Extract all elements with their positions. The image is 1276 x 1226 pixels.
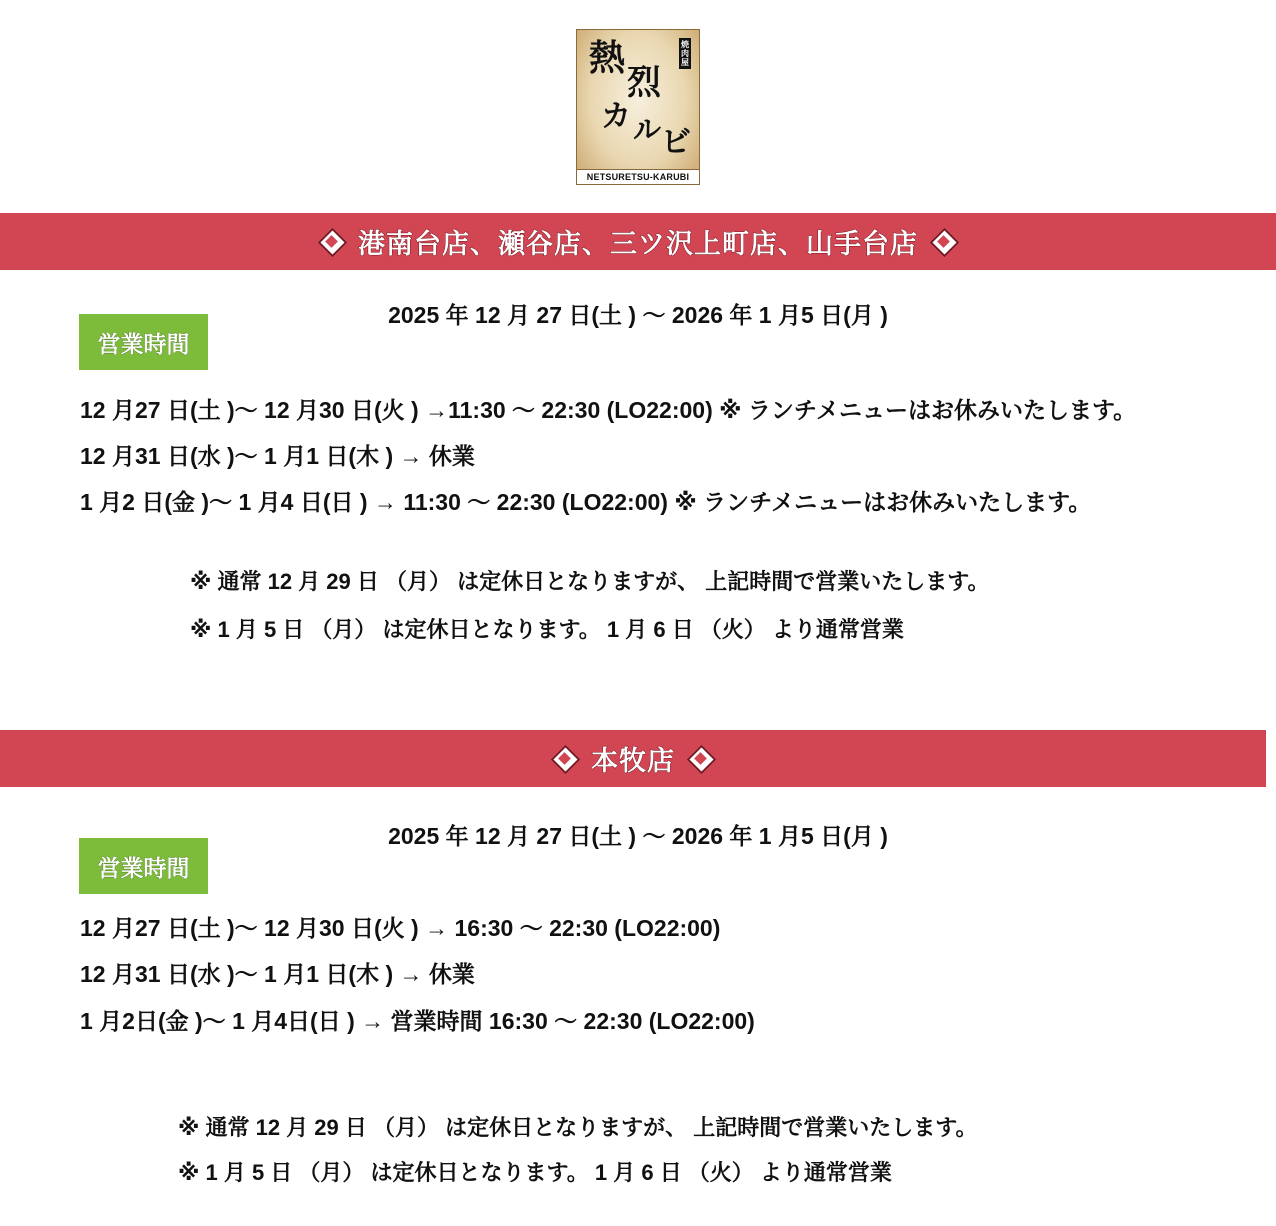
- schedule-line-1-1: 12 月27 日(土 )～ 12 月30 日(火 ) →11:30 ～ 22:30 (LO22:00) ※ ランチメニューはお休みいたします。: [80, 397, 1137, 423]
- diamond-left-icon: [320, 230, 344, 254]
- schedule-line-2-3: 1 月2日(金 )～ 1 月4日(日 ) → 営業時間 16:30 ～ 22:30 (LO22:00): [80, 1008, 755, 1034]
- schedule-line-2-1: 12 月27 日(土 )～ 12 月30 日(火 ) → 16:30 ～ 22:30 (LO22:00): [80, 915, 721, 941]
- section-banner-1: [0, 213, 1276, 270]
- diamond-right-icon: [689, 747, 713, 771]
- logo-char-5: ビ: [661, 125, 691, 160]
- date-range-1: 2025 年 12 月 27 日(土 ) ～ 2026 年 1 月5 日(月 ): [388, 302, 888, 328]
- diamond-right-icon: [932, 230, 956, 254]
- logo-ribbon-text: NETSURETSU-KARUBI: [577, 169, 699, 184]
- schedule-line-2-2: 12 月31 日(水 )～ 1 月1 日(木 ) → 休業: [80, 961, 475, 987]
- section-title-1: 港南台店、瀬谷店、三ツ沢上町店、山手台店: [358, 229, 918, 259]
- hours-tag-2: 営業時間: [79, 838, 208, 894]
- logo-char-2: 烈: [627, 63, 661, 103]
- logo-char-3: カ: [601, 99, 631, 134]
- note-1-2: ※ 1 月 5 日 （月） は定休日となります。 1 月 6 日 （火） より通常営業: [190, 617, 904, 642]
- note-2-2: ※ 1 月 5 日 （月） は定休日となります。 1 月 6 日 （火） より通常営業: [178, 1160, 892, 1185]
- store-logo: [576, 29, 700, 185]
- schedule-line-1-3: 1 月2 日(金 )～ 1 月4 日(日 ) → 11:30 ～ 22:30 (LO22:00) ※ ランチメニューはお休みいたします。: [80, 489, 1092, 515]
- note-1-1: ※ 通常 12 月 29 日 （月） は定休日となりますが、 上記時間で営業いたします。: [190, 569, 990, 594]
- section-banner-2: [0, 730, 1266, 787]
- hours-tag-1: 営業時間: [79, 314, 208, 370]
- note-2-1: ※ 通常 12 月 29 日 （月） は定休日となりますが、 上記時間で営業いたします。: [178, 1115, 978, 1140]
- logo-char-4: ル: [633, 113, 662, 146]
- section-title-2: 本牧店: [591, 746, 675, 776]
- date-range-2: 2025 年 12 月 27 日(土 ) ～ 2026 年 1 月5 日(月 ): [388, 823, 888, 849]
- schedule-line-1-2: 12 月31 日(水 )～ 1 月1 日(木 ) → 休業: [80, 443, 475, 469]
- diamond-left-icon: [553, 747, 577, 771]
- logo-tag: 焼肉屋: [681, 40, 689, 67]
- logo-char-1: 熱: [589, 37, 626, 79]
